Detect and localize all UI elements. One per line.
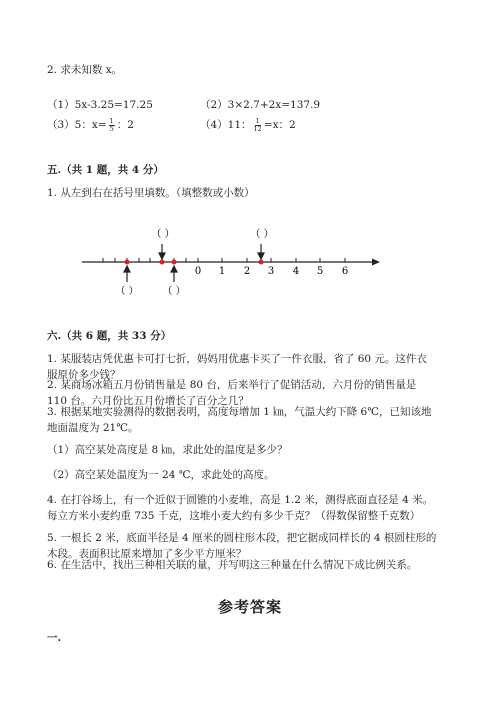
equation-2: （2）3×2.7+2x=137.9	[200, 99, 321, 111]
up-arrow-icon	[171, 266, 177, 272]
fraction-denominator: 5	[109, 124, 114, 133]
fraction-denominator: 12	[253, 124, 262, 133]
answers-title: 参考答案	[217, 598, 282, 616]
tick-label: 5	[316, 266, 324, 277]
up-arrow-icon	[124, 266, 130, 272]
number-line	[0, 222, 500, 302]
fraction-numerator: 1	[109, 116, 114, 125]
fraction	[109, 118, 115, 133]
answer-blank: （ ）	[162, 286, 186, 297]
problem-4: 4. 在打谷场上，有一个近似于圆锥的小麦堆，高是 1.2 米，测得底面直径是 4 米。每立方米小麦约重 735 千克，这堆小麦大约有多少千克？（得数保留整千克数）	[47, 494, 434, 522]
red-point-marker	[172, 260, 177, 265]
equation-3-prefix: （3）5：x=	[47, 119, 107, 131]
down-arrow-icon	[159, 253, 165, 259]
tick-label: 1	[218, 266, 226, 277]
equation-3-suffix: ：2	[116, 119, 134, 131]
equation-1: （1）5x-3.25=17.25	[47, 99, 153, 111]
tick-label: 3	[267, 266, 275, 277]
problem-3-part-2: （2）高空某处温度为一 24 ℃，求此处的高度。	[47, 469, 275, 481]
section-heading: 六.（共 6 题，共 33 分）	[47, 330, 172, 342]
fraction-numerator: 1	[255, 116, 260, 125]
section-heading: 五.（共 1 题，共 4 分）	[47, 164, 164, 176]
problem-2: 2. 某商场冰箱五月份销售量是 80 台，后来举行了促销活动，六月份的销售量是 110 台。六月份比五月份增长了百分之几？	[47, 379, 417, 407]
number-line-arrowhead	[372, 259, 380, 266]
problem-3-part-1: （1）高空某处高度是 8 ㎞，求此处的温度是多少？	[47, 444, 288, 456]
question-text: 1. 从左到右在括号里填数。（填整数或小数）	[47, 187, 255, 199]
tick-label: 0	[194, 266, 202, 277]
problem-6: 6. 在生活中，找出三种相关联的量，并写明这三种量在什么情况下成比例关系。	[47, 559, 418, 571]
down-arrow-icon	[258, 253, 264, 259]
equation-4	[200, 117, 296, 133]
equation-4-suffix: =x：2	[263, 119, 296, 131]
problem-3: 3. 根据某地实验测得的数据表明，高度每增加 1 ㎞，气温大约下降 6℃，已知该地地面温度为 21℃。	[47, 406, 432, 434]
equation-4-prefix: （4）11：	[200, 119, 252, 131]
tick-label: 4	[292, 266, 300, 277]
problem-5: 5. 一根长 2 米，底面半径是 4 厘米的圆柱形木段，把它据成同样长的 4 根圆柱形的木段。表面积比原来增加了多少平方厘米？	[47, 532, 437, 560]
answer-blank: （ ）	[151, 229, 175, 240]
tick-label: 2	[243, 266, 251, 277]
red-point-marker	[125, 260, 130, 265]
equation-3	[47, 117, 134, 133]
answer-blank: （ ）	[115, 286, 139, 297]
tick-label: 6	[341, 266, 349, 277]
answers-section-label: 一.	[47, 632, 62, 644]
problem-1: 1. 某服装店凭优惠卡可打七折，妈妈用优惠卡买了一件衣服，省了 60 元。这件衣服原价多少钱？	[47, 353, 427, 381]
section-heading: 2. 求未知数 x。	[47, 64, 123, 76]
fraction	[254, 118, 262, 133]
answer-blank: （ ）	[250, 229, 274, 240]
